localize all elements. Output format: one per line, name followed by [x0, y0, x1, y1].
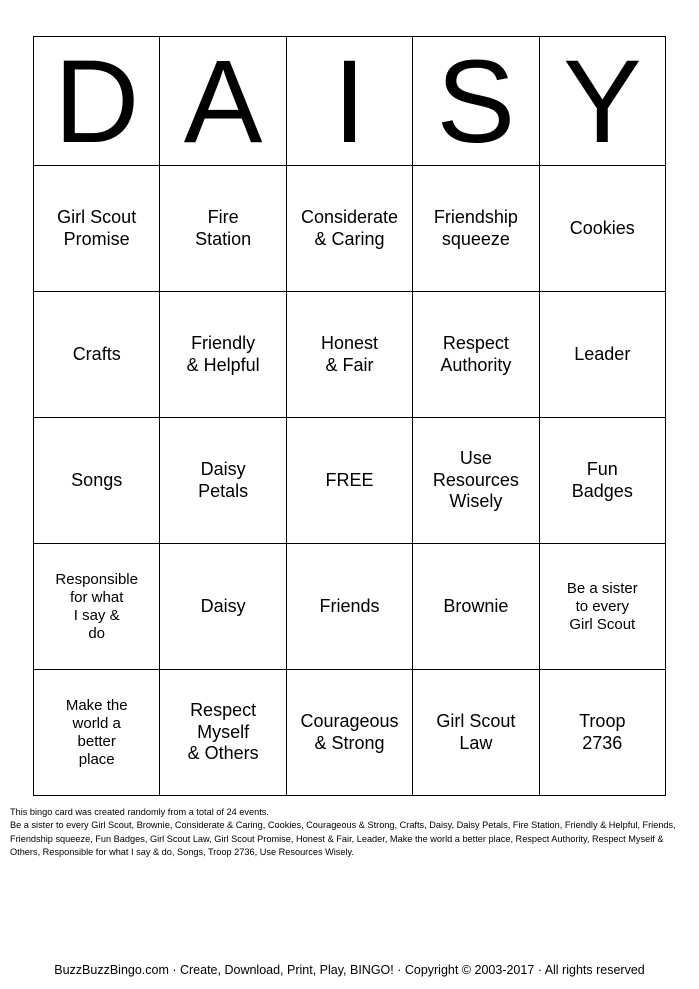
event-count-text: This bingo card was created randomly from a total of 24 events.: [10, 807, 269, 817]
footer-copyright: BuzzBuzzBingo.com · Create, Download, Print, Play, BINGO! · Copyright © 2003-2017 · All rights reserved: [54, 963, 645, 977]
free-cell: FREE: [287, 418, 413, 544]
bingo-cell: Crafts: [34, 292, 160, 418]
bingo-cell: Use Resources Wisely: [413, 418, 539, 544]
bingo-cell: Considerate & Caring: [287, 166, 413, 292]
bingo-cell: Daisy Petals: [160, 418, 286, 544]
bingo-cell: Brownie: [413, 544, 539, 670]
bingo-cell: Girl Scout Law: [413, 670, 539, 796]
bingo-cell: Fun Badges: [540, 418, 666, 544]
header-letter: S: [413, 37, 539, 166]
header-letter: Y: [540, 37, 666, 166]
bingo-cell: Friendly & Helpful: [160, 292, 286, 418]
bingo-cell: Responsible for what I say & do: [34, 544, 160, 670]
bingo-cell: Fire Station: [160, 166, 286, 292]
card-description: [10, 806, 694, 859]
bingo-cell: Courageous & Strong: [287, 670, 413, 796]
header-letter: I: [287, 37, 413, 166]
event-list-text: Be a sister to every Girl Scout, Brownie, Considerate & Caring, Cookies, Courageous & Strong, Crafts, Daisy, Daisy Petals, Fire Station, Friendly & Helpful, Friends, Friendship squeeze, Fun Badges, Girl Scout Law, Girl Scout Promise, Honest & Fair, Leader, Make the world a better place, Respect Authority, Respect Myself & Others, Responsible for what I say & do, Songs, Troop 2736, Use Resources Wisely.: [10, 820, 676, 858]
bingo-card: [33, 36, 666, 796]
bingo-cell: Cookies: [540, 166, 666, 292]
bingo-cell: Respect Authority: [413, 292, 539, 418]
bingo-cell: Be a sister to every Girl Scout: [540, 544, 666, 670]
bingo-cell: Troop 2736: [540, 670, 666, 796]
bingo-cell: Honest & Fair: [287, 292, 413, 418]
bingo-cell: Friends: [287, 544, 413, 670]
bingo-cell: Daisy: [160, 544, 286, 670]
bingo-cell: Friendship squeeze: [413, 166, 539, 292]
header-letter: D: [34, 37, 160, 166]
bingo-cell: Make the world a better place: [34, 670, 160, 796]
bingo-cell: Songs: [34, 418, 160, 544]
header-letter: A: [160, 37, 286, 166]
bingo-cell: Leader: [540, 292, 666, 418]
bingo-cell: Girl Scout Promise: [34, 166, 160, 292]
bingo-cell: Respect Myself & Others: [160, 670, 286, 796]
